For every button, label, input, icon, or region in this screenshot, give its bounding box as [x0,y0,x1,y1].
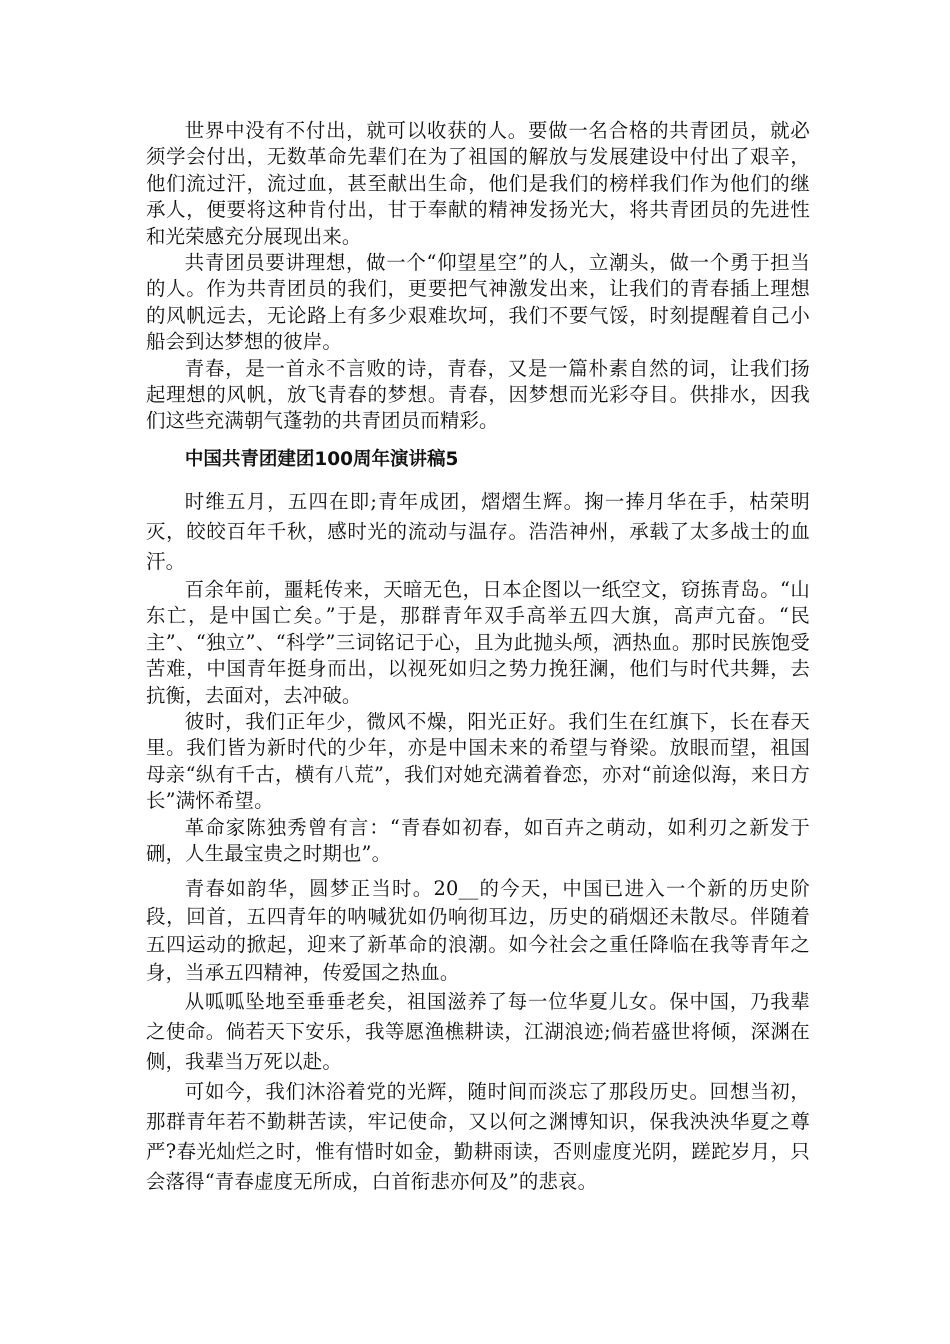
paragraph: 百余年前，噩耗传来，天暗无色，日本企图以一纸空文，窃拣青岛。“山东亡，是中国亡矣。”于是，那群青年双手高举五四大旗，高声亢奋。“民主”、“独立”、“科学”三词铭记于心，且为此抛头颅，洒热血。那时民族饱受苦难，中国青年挺身而出，以视死如归之势力挽狂澜，他们与时代共舞，去抗衡，去面对，去冲破。 [146,577,810,707]
paragraph: 彼时，我们正年少，微风不燥，阳光正好。我们生在红旗下，长在春天里。我们皆为新时代的少年，亦是中国未来的希望与脊梁。放眼而望，祖国母亲“纵有千古，横有八荒”，我们对她充满着眷恋，亦对“前途似海，来日方长”满怀希望。 [146,709,810,813]
paragraph: 时维五月，五四在即;青年成团，熠熠生辉。掬一捧月华在手，枯荣明灭，皎皎百年千秋，感时光的流动与温存。浩浩神州，承载了太多战士的血汗。 [146,489,810,573]
paragraph: 革命家陈独秀曾有言：“青春如初春，如百卉之萌动，如利刃之新发于硎，人生最宝贵之时期也”。 [146,815,810,865]
document-page [146,118,810,1197]
paragraph: 可如今，我们沐浴着党的光辉，随时间而淡忘了那段历史。回想当初，那群青年若不勤耕苦读，牢记使命，又以何之渊博知识，保我泱泱华夏之尊严?春光灿烂之时，惟有惜时如金，勤耕雨读，否则虚度光阴，蹉跎岁月，只会落得“青春虚度无所成，白首衔悲亦何及”的悲哀。 [146,1080,810,1194]
paragraph: 从呱呱坠地至垂垂老矣，祖国滋养了每一位华夏儿女。保中国，乃我辈之使命。倘若天下安乐，我等愿渔樵耕读，江湖浪迹;倘若盛世将倾，深渊在侧，我辈当万死以赴。 [146,990,810,1074]
paragraph: 世界中没有不付出，就可以收获的人。要做一名合格的共青团员，就必须学会付出，无数革命先辈们在为了祖国的解放与发展建设中付出了艰辛，他们流过汗，流过血，甚至献出生命，他们是我们的榜样我们作为他们的继承人，便要将这种肯付出，甘于奉献的精神发扬光大，将共青团员的先进性和光荣感充分展现出来。 [146,119,810,248]
paragraph: 青春如韵华，圆梦正当时。20__的今天，中国已进入一个新的历史阶段，回首，五四青年的呐喊犹如仍响彻耳边，历史的硝烟还未散尽。伴随着五四运动的掀起，迎来了新革命的浪潮。如今社会之重任降临在我等青年之身，当承五四精神，传爱国之热血。 [146,877,810,985]
paragraph: 青春，是一首永不言败的诗，青春，又是一篇朴素自然的词，让我们扬起理想的风帆，放飞青春的梦想。青春，因梦想而光彩夺目。供排水，因我们这些充满朝气蓬勃的共青团员而精彩。 [146,356,810,433]
paragraph: 共青团员要讲理想，做一个“仰望星空”的人，立潮头，做一个勇于担当的人。作为共青团员的我们，更要把气神激发出来，让我们的青春插上理想的风帆远去，无论路上有多少艰难坎坷，我们不要气馁，时刻提醒着自己小船会到达梦想的彼岸。 [146,251,810,354]
section-heading: 中国共青团建团100周年演讲稿5 [184,448,459,470]
